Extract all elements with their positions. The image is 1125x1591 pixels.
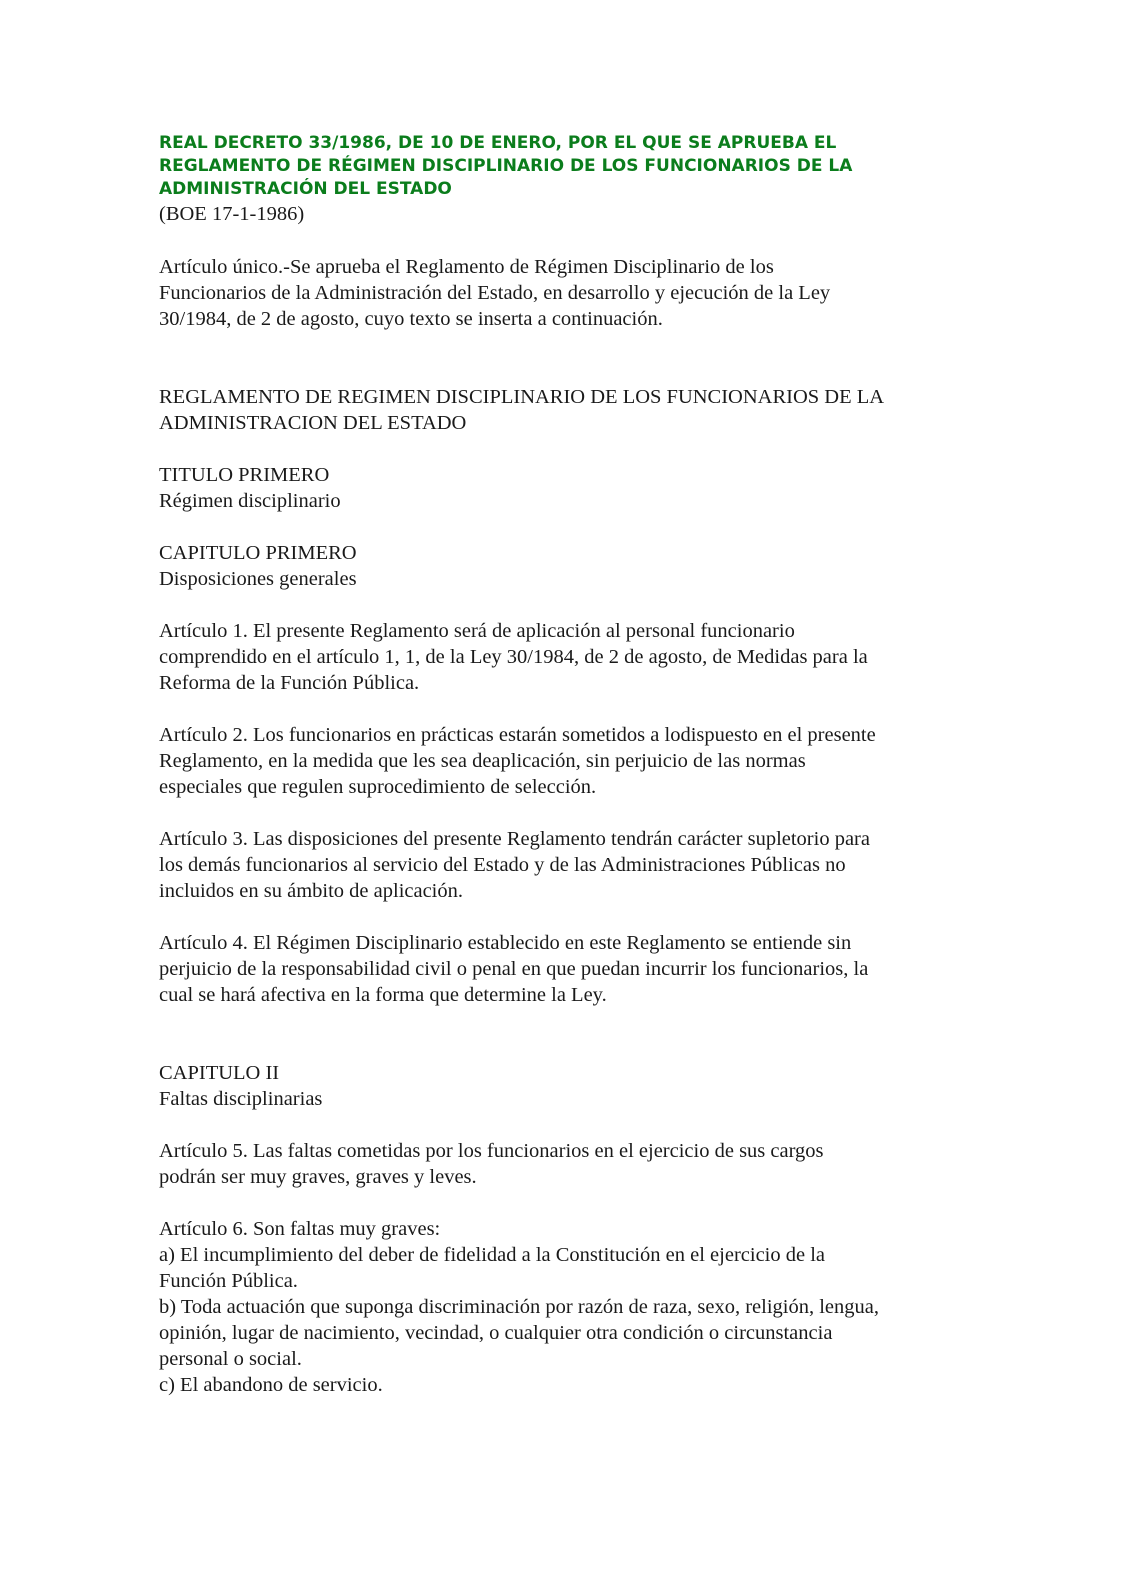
article-2: [159, 722, 959, 800]
titulo-subheading: Régimen disciplinario: [159, 490, 341, 512]
decree-title: [159, 132, 959, 201]
paragraph-line: cual se hará afectiva en la forma que determine la Ley.: [159, 984, 607, 1006]
article-3: [159, 826, 959, 904]
capitulo-ii: [159, 1060, 959, 1112]
paragraph-line: Artículo 6. Son faltas muy graves:: [159, 1218, 441, 1240]
list-item-line: opinión, lugar de nacimiento, vecindad, o cualquier otra condición o circunstancia: [159, 1322, 833, 1344]
list-item-line: personal o social.: [159, 1348, 302, 1370]
decree-title-line: ADMINISTRACIÓN DEL ESTADO: [159, 179, 452, 199]
decree-title-line: REGLAMENTO DE RÉGIMEN DISCIPLINARIO DE LOS FUNCIONARIOS DE LA: [159, 156, 853, 176]
capitulo-heading: CAPITULO PRIMERO: [159, 542, 357, 564]
paragraph-line: 30/1984, de 2 de agosto, cuyo texto se inserta a continuación.: [159, 308, 663, 330]
paragraph-line: especiales que regulen suprocedimiento de selección.: [159, 776, 597, 798]
article-4: [159, 930, 959, 1008]
paragraph-line: comprendido en el artículo 1, 1, de la Ley 30/1984, de 2 de agosto, de Medidas para la: [159, 646, 868, 668]
paragraph-line: podrán ser muy graves, graves y leves.: [159, 1166, 477, 1188]
article-5: [159, 1138, 959, 1190]
paragraph-line: incluidos en su ámbito de aplicación.: [159, 880, 464, 902]
paragraph-line: Artículo 1. El presente Reglamento será de aplicación al personal funcionario: [159, 620, 795, 642]
document-page: [159, 132, 959, 1398]
titulo-heading: TITULO PRIMERO: [159, 464, 330, 486]
decree-title-line: REAL DECRETO 33/1986, DE 10 DE ENERO, POR EL QUE SE APRUEBA EL: [159, 133, 837, 153]
article-6: [159, 1216, 959, 1398]
paragraph-line: Artículo 2. Los funcionarios en prácticas estarán sometidos a lodispuesto en el presente: [159, 724, 876, 746]
paragraph-line: perjuicio de la responsabilidad civil o penal en que puedan incurrir los funcionarios, la: [159, 958, 869, 980]
boe-reference: (BOE 17-1-1986): [159, 203, 305, 225]
paragraph-line: Artículo 4. El Régimen Disciplinario establecido en este Reglamento se entiende sin: [159, 932, 852, 954]
capitulo-primero: [159, 540, 959, 592]
paragraph-line: Reglamento, en la medida que les sea deaplicación, sin perjuicio de las normas: [159, 750, 806, 772]
paragraph-line: Artículo 5. Las faltas cometidas por los funcionarios en el ejercicio de sus cargos: [159, 1140, 824, 1162]
capitulo-subheading: Disposiciones generales: [159, 568, 357, 590]
paragraph-line: Funcionarios de la Administración del Estado, en desarrollo y ejecución de la Ley: [159, 282, 831, 304]
list-item-line: Función Pública.: [159, 1270, 298, 1292]
reglamento-title: [159, 384, 959, 436]
paragraph-line: Artículo único.-Se aprueba el Reglamento de Régimen Disciplinario de los: [159, 256, 774, 278]
list-item-line: b) Toda actuación que suponga discriminación por razón de raza, sexo, religión, lengua,: [159, 1296, 879, 1318]
list-item-line: c) El abandono de servicio.: [159, 1374, 383, 1396]
paragraph-line: Reforma de la Función Pública.: [159, 672, 420, 694]
article-1: [159, 618, 959, 696]
heading-line: ADMINISTRACION DEL ESTADO: [159, 412, 467, 434]
heading-line: REGLAMENTO DE REGIMEN DISCIPLINARIO DE LOS FUNCIONARIOS DE LA: [159, 386, 885, 408]
paragraph-line: los demás funcionarios al servicio del Estado y de las Administraciones Públicas no: [159, 854, 846, 876]
capitulo-heading: CAPITULO II: [159, 1062, 280, 1084]
list-item-line: a) El incumplimiento del deber de fidelidad a la Constitución en el ejercicio de la: [159, 1244, 826, 1266]
titulo-primero: [159, 462, 959, 514]
paragraph-line: Artículo 3. Las disposiciones del presente Reglamento tendrán carácter supletorio para: [159, 828, 870, 850]
articulo-unico: [159, 254, 959, 332]
capitulo-subheading: Faltas disciplinarias: [159, 1088, 323, 1110]
